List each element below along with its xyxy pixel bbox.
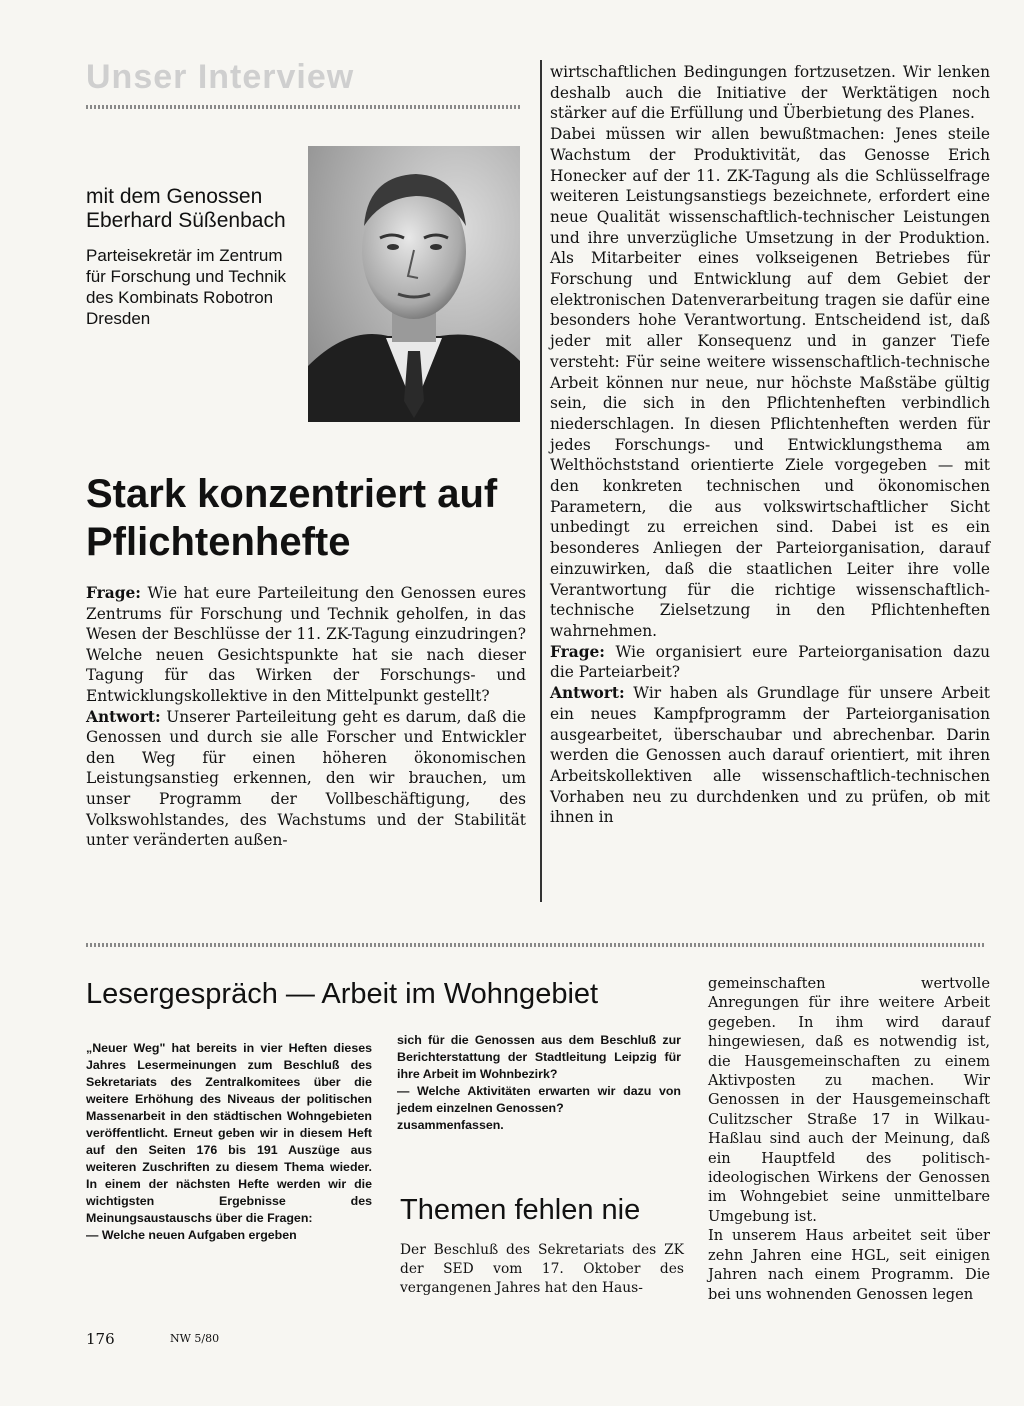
interview-headline: Stark konzentriert auf Pflichtenhefte: [86, 472, 498, 564]
paragraph: wirtschaftlichen Bedingungen fortzusetzen. Wir lenken deshalb auch die Initiative der Werktätigen noch stärker auf die Erfüllung und Überbietung des Planes.: [550, 63, 990, 123]
paragraph: Dabei müssen wir allen bewußtmachen: Jenes steile Wachstum der Produktivität, das Genosse Erich Honecker auf der 11. ZK-Tagung als die Schlüsselfrage weiteren Leistungsanstiegs bezeichnete, erfordert eine neue Qualität wissenschaftlich-technischer Leistungen und ihre unverzügliche Umsetzung in der Produktion. Als Mitarbeiter eines volkseigenen Betriebes für Forschung und Entwicklung auf dem Gebiet der elektronischen Datenverarbeitung tragen sie dafür eine besonders hohe Verantwortung. Entscheidend ist, daß jeder mit aller Konsequenz und in ganzer Tiefe versteht: Für seine weitere wissenschaftlich-technische Arbeit können nur neue, nur höchste Maßstäbe gültig sein, die sich in den Pflichtenheften verbindlich niederschlagen. In diesen Pflichtenheften werden für jedes Forschungs- und Entwicklungsthema am Welthöchststand orientierte Ziele vorgegeben — mit den konkreten technischen und ökonomischen Parametern, die aus volkswirtschaftlicher Sicht unbedingt zu erreichen sind. Dabei ist es ein besonderes Anliegen der Parteiorganisation, darauf einzuwirken, daß die staatlichen Leiter ihre volle Verantwortung für die richtige wissenschaftlich-technische Zielsetzung in den Pflichtenheften wahrnehmen.: [550, 125, 990, 640]
answer-2: [550, 683, 990, 828]
question-1: [86, 583, 526, 707]
lead-paragraph: „Neuer Weg" hat bereits in vier Heften dieses Jahres Lesermeinungen zum Beschluß des Sekretariats des Zentralkomitees über die weitere Erhöhung des Niveaus der politischen Massenarbeit in den städtischen Wohngebieten veröffentlicht. Erneut geben wir in diesem Heft auf den Seiten 176 bis 191 Auszüge aus weiteren Zuschriften zu diesem Thema wieder. In einem der nächsten Hefte werden wir die wichtigsten Ergebnisse des Meinungsaustauschs über die Fragen:: [86, 1041, 372, 1225]
themen-body: Der Beschluß des Sekretariats des ZK der SED vom 17. Oktober des vergangenen Jahres hat den Haus-: [400, 1242, 684, 1296]
question-item: — Welche Aktivitäten erwarten wir dazu von jedem einzelnen Genossen?: [397, 1084, 681, 1115]
answer-text: Wir haben als Grundlage für unsere Arbeit ein neues Kampfprogramm der Parteiorganisation ausgearbeitet, überschaubar und abrechenbar. Darin werden die Genossen auch darauf orientiert, mit ihren Arbeitskollektiven alle wissenschaftlich-technischen Vorhaben neu zu durchdenken und zu prüfen, ob mit ihnen in: [550, 684, 990, 827]
paragraph: In unserem Haus arbeitet seit über zehn Jahren eine HGL, seit einigen Jahren nach einem Programm. Die bei uns wohnenden Genossen legen: [708, 1227, 990, 1303]
question-text: Wie organisiert eure Parteiorganisation dazu die Parteiarbeit?: [550, 642, 990, 682]
answer-label: Antwort:: [550, 684, 625, 703]
intro-role: Parteisekretär im Zentrum für Forschung und Technik des Kombinats Robotron Dresden: [86, 246, 287, 328]
portrait-photo: [308, 146, 520, 422]
paragraph: gemeinschaften wertvolle Anregungen für ihre weitere Arbeit gegeben. In ihm wird darauf hingewiesen, daß es notwendig ist, die Hausgemeinschaften zu einem Aktivposten zu machen. Wir Genossen in der Hausgemeinschaft Culitzscher Straße 17 in Wilkau-Haßlau sind auch der Meinung, daß ein Hauptfeld des politisch-ideologischen Wirkens der Genossen im Wohngebiet seine unmittelbare Umgebung ist.: [708, 975, 990, 1225]
question-label: Frage:: [550, 642, 605, 661]
question-2: [550, 642, 990, 683]
interview-column-1: [86, 583, 526, 851]
themen-title: Themen fehlen nie: [400, 1194, 641, 1226]
question-label: Frage:: [86, 584, 141, 602]
lesergespraech-column-2: [397, 1032, 681, 1134]
lead-end: zusammenfassen.: [397, 1118, 504, 1132]
intro-with: mit dem Genossen Eberhard Süßenbach: [86, 185, 286, 232]
question-text: Wie hat eure Parteileitung den Genossen eures Zentrums für Forschung und Technik geholfen, in das Wesen der Beschlüsse der 11. ZK-Tagung einzudringen? Welche neuen Gesichtspunkte hat sie nach dieser Tagung für das Wirken der Forschungs- und Entwicklungskollektive in den Mittelpunkt gestellt?: [86, 584, 526, 705]
lesergespraech-title: Lesergespräch — Arbeit im Wohngebiet: [86, 978, 599, 1010]
column-divider: [540, 60, 542, 902]
answer-1: [86, 707, 526, 851]
lesergespraech-column-1: [86, 1040, 372, 1244]
section-kicker: Unser Interview: [86, 58, 355, 96]
issue-label: NW 5/80: [170, 1332, 220, 1345]
answer-text: Unserer Parteileitung geht es darum, daß die Genossen und durch sie alle Forscher und Entwickler den Weg für einen höheren ökonomischen Leistungsanstieg erkennen, den wir brauchen, um unser Programm der Vollbeschäftigung, des Volkswohlstandes, des Wachstums und der Stabilität unter veränderten außen-: [86, 707, 526, 850]
interview-intro: [86, 185, 301, 329]
dotted-rule-section: [86, 943, 986, 947]
portrait-illustration: [308, 146, 520, 422]
interview-column-2: [550, 62, 990, 828]
right-column: [708, 974, 990, 1304]
lead-paragraph: sich für die Genossen aus dem Beschluß zur Berichterstattung der Stadtleitung Leipzig für ihre Arbeit im Wohnbezirk?: [397, 1033, 681, 1081]
dotted-rule-top: [86, 105, 522, 109]
page-number: 176: [86, 1330, 115, 1348]
question-item: — Welche neuen Aufgaben ergeben: [86, 1228, 297, 1242]
answer-label: Antwort:: [86, 707, 161, 726]
